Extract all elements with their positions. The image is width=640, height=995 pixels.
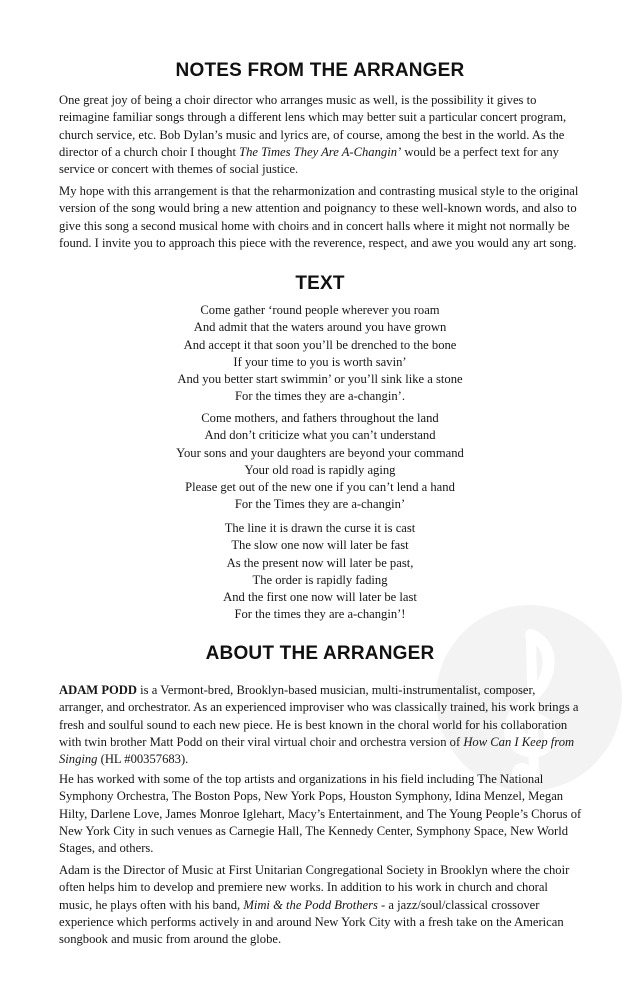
verse-2 [0, 410, 640, 514]
verse-1 [0, 302, 640, 406]
text-heading: TEXT [295, 273, 345, 294]
lyric-line: And the first one now will later be last [223, 590, 417, 605]
lyric-line: Come mothers, and fathers throughout the land [201, 411, 439, 425]
lyric-line: Please get out of the new one if you can’t lend a hand [185, 480, 455, 495]
notes-paragraph-2: My hope with this arrangement is that the reharmonization and contrasting musical style to the original version of the song would bring a new attention and poignancy to these well-known words, and also to give this song a second musical home with choirs and in concert halls where it might not normally be found. I invite you to approach this piece with the reverence, respect, and awe you would any art song. [59, 184, 579, 250]
lyric-line: And don’t criticize what you can’t understand [204, 428, 436, 443]
lyric-line: Your sons and your daughters are beyond your command [176, 445, 464, 460]
lyric-line: For the Times they are a-changin’ [234, 497, 406, 512]
lyric-line: If your time to you is worth savin’ [233, 354, 407, 369]
lyric-line: The slow one now will later be fast [231, 538, 409, 553]
about-paragraph-2: He has worked with some of the top artists and organizations in his field including The National Symphony Orchestra, The Boston Pops, New York Pops, Houston Symphony, Idina Menzel, Megan Hilty, Darlene Love, James Monroe Iglehart, Macy’s Entertainment, and The Young People’s Chorus of New York City in such venues as Carnegie Hall, The Kennedy Center, Symphony Space, New World Stages, and others. [59, 772, 582, 856]
lyric-line: The order is rapidly fading [252, 572, 388, 587]
arranger-name: ADAM PODD [59, 683, 137, 697]
about-paragraph-1: ADAM PODD is a Vermont-bred, Brooklyn-based musician, multi-instrumentalist, composer, arranger, and orchestrator. As an experienced improviser who was classically trained, his work brings a fresh and soulful sound to each new piece. He is best known in the choral world for his collaboration with twin brother Matt Podd on their viral virtual choir and orchestra version of How Can I Keep from Singing (HL #00357683). [59, 683, 579, 767]
lyric-line: As the present now will later be past, [226, 555, 414, 570]
verse-3 [0, 520, 640, 624]
notes-paragraph-1: One great joy of being a choir director who arranges music as well, is the possibility it gives to reimagine familiar songs through a different lens which may better suit a particular concert program, church service, etc. Bob Dylan’s music and lyrics are, of course, among the best in the world. As the director of a church choir I thought The Times They Are A-Changin’ would be a perfect text for any service or concert with themes of social justice. [59, 93, 567, 177]
lyric-line: Your old road is rapidly aging [244, 462, 396, 477]
notes-heading: NOTES FROM THE ARRANGER [175, 60, 465, 81]
lyric-line: For the times they are a-changin’. [235, 389, 405, 404]
lyric-line: Come gather ‘round people wherever you roam [200, 303, 440, 317]
lyric-line: The line it is drawn the curse it is cast [224, 521, 416, 535]
about-heading: ABOUT THE ARRANGER [205, 643, 435, 664]
lyric-line: And admit that the waters around you have grown [193, 320, 447, 335]
lyric-line: For the times they are a-changin’! [234, 607, 406, 622]
about-paragraph-3: Adam is the Director of Music at First Unitarian Congregational Society in Brooklyn where the choir often helps him to develop and premiere new works. In addition to his work in church and choral music, he plays often with his band, Mimi & the Podd Brothers - a jazz/soul/classical crossover experience which performs actively in and around New York City with a fresh take on the American songbook and music from around the globe. [59, 863, 570, 947]
lyric-line: And you better start swimmin’ or you’ll sink like a stone [177, 372, 463, 387]
lyric-line: And accept it that soon you’ll be drenched to the bone [183, 337, 457, 352]
